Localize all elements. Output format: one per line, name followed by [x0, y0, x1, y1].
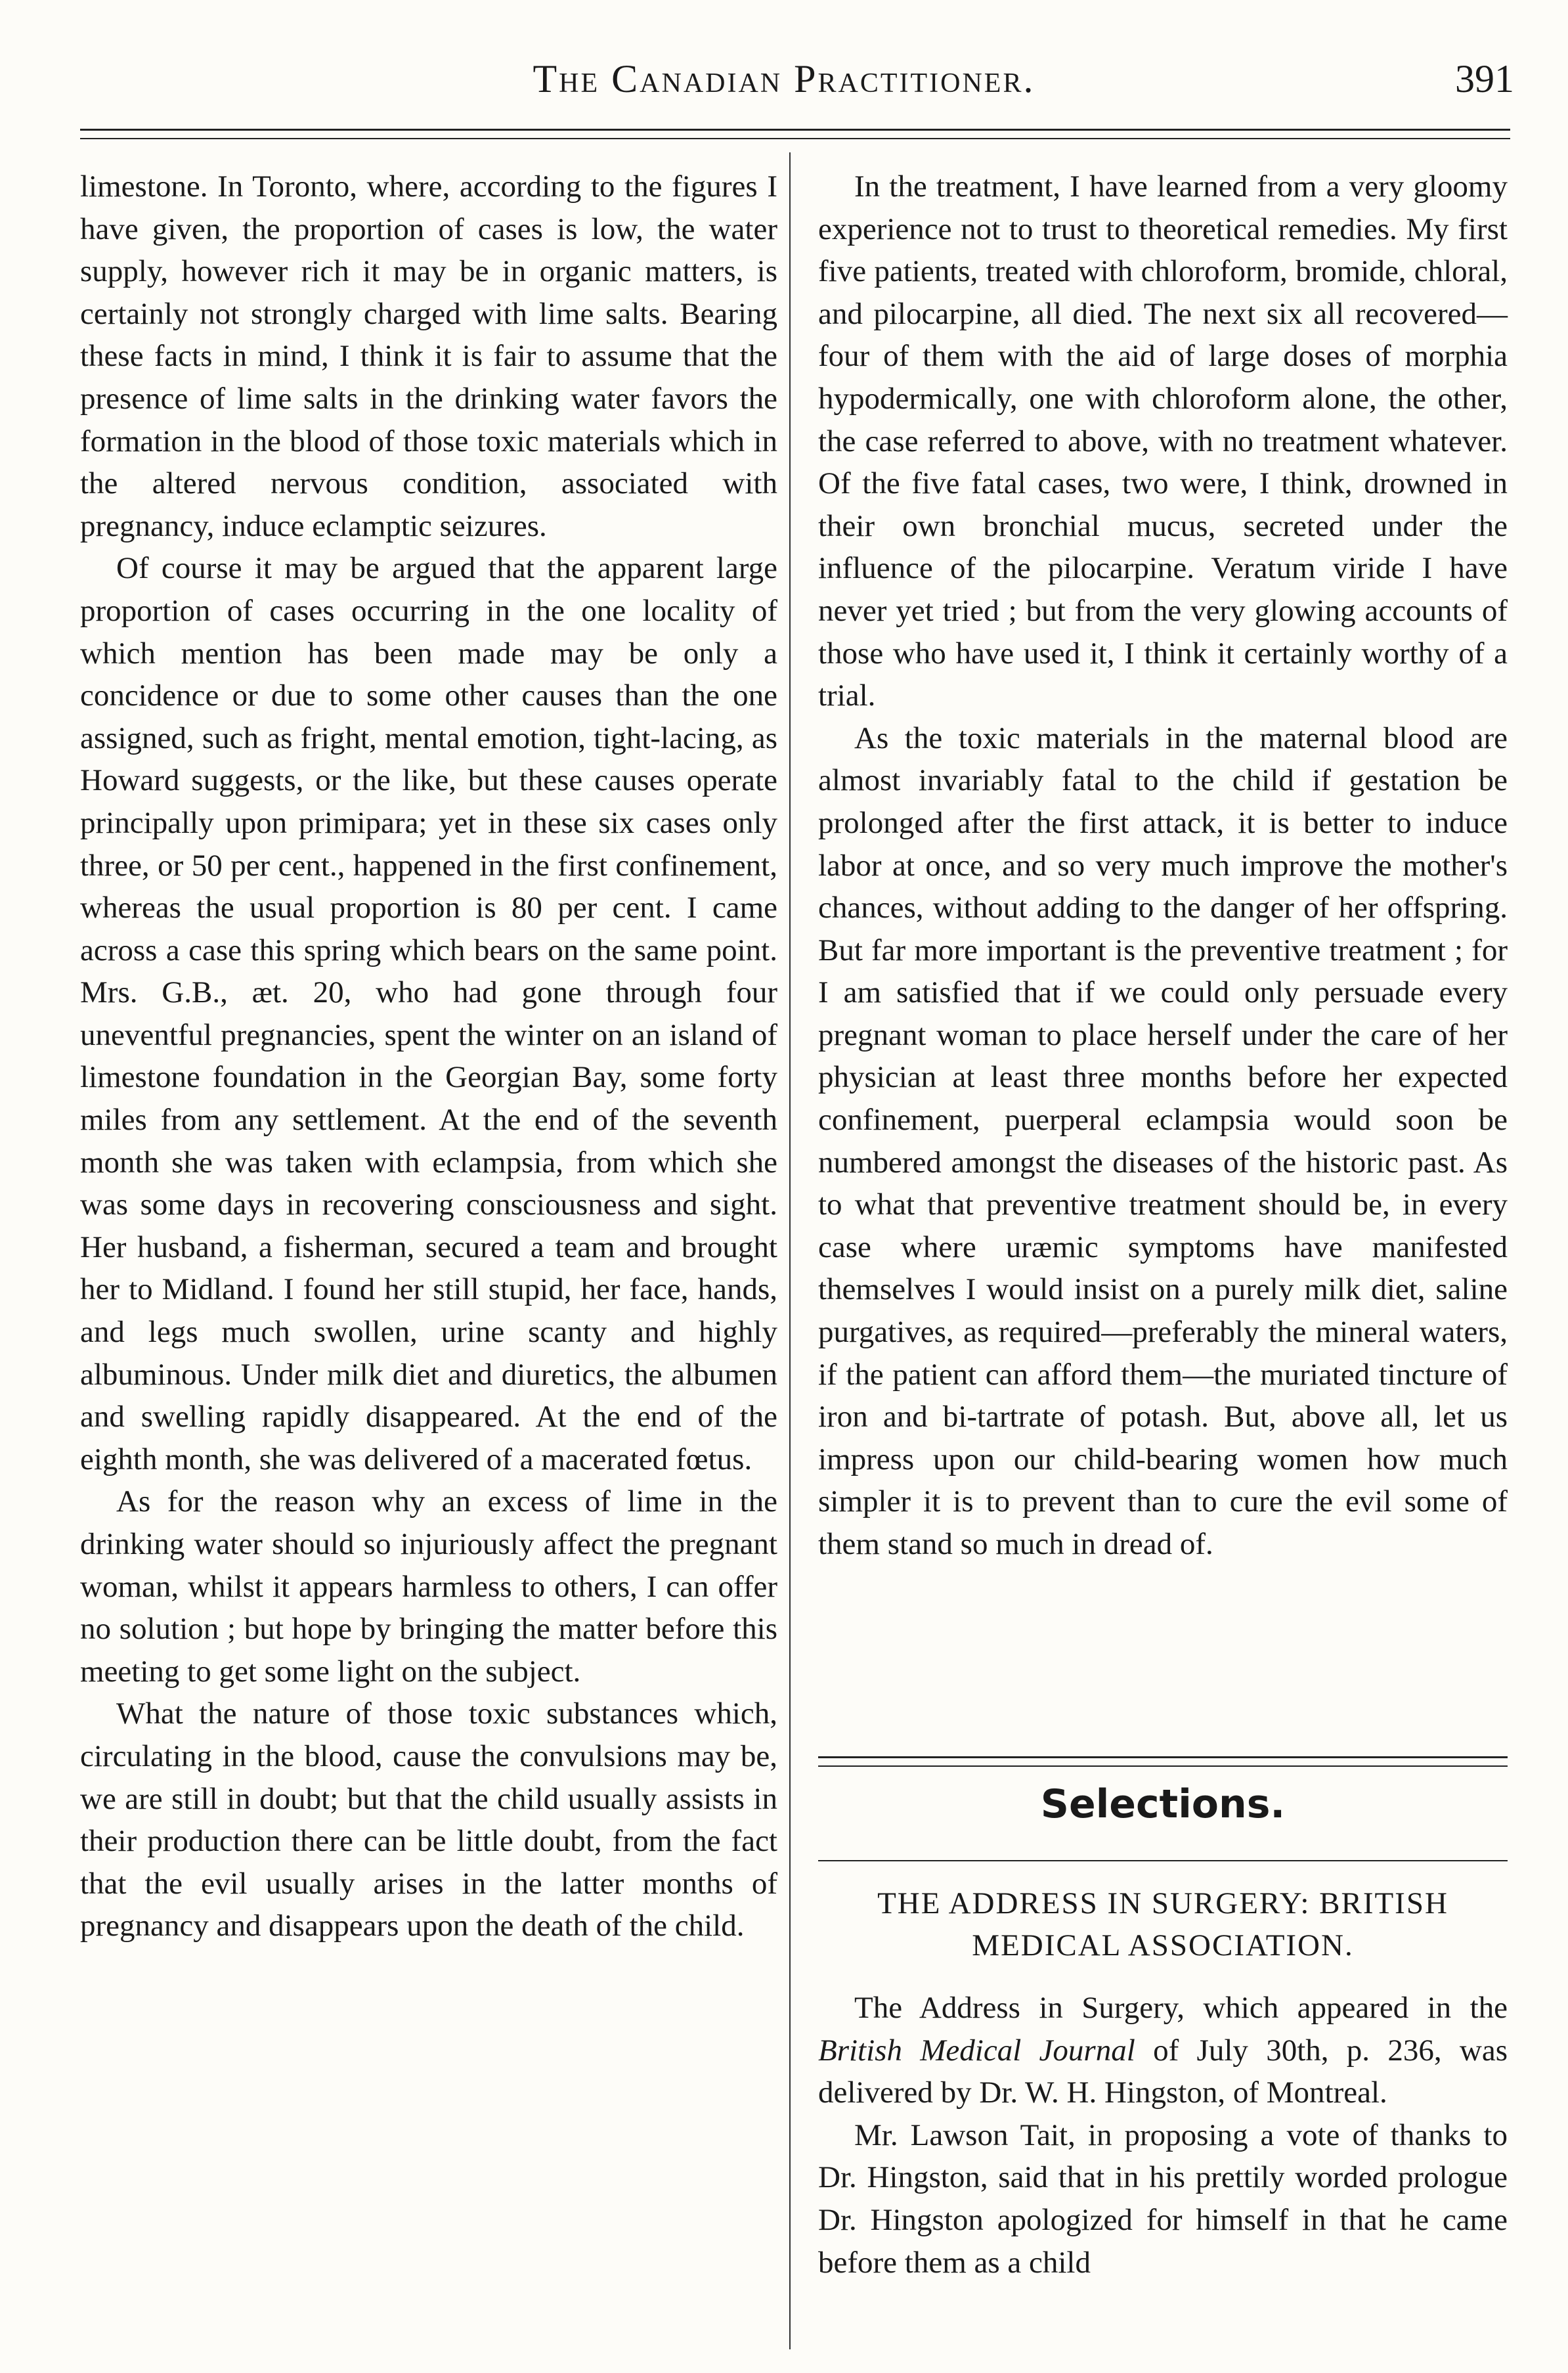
paragraph: Of course it may be argued that the apparent large proportion of cases occurring in the one locality of which mention has been made may be only a concidence or due to some other causes than the one assigned, such as fright, mental emotion, tight-lacing, as Howard suggests, or the like, but these causes operate principally upon primipara; yet in these six cases only three, or 50 per cent., happened in the first confinement, whereas the usual proportion is 80 per cent. I came across a case this spring which bears on the same point. Mrs. G.B., æt. 20, who had gone through four uneventful pregnancies, spent the winter on an island of limestone foundation in the Georgian Bay, some forty miles from any settlement. At the end of the seventh month she was taken with eclampsia, from which she was some days in recovering consciousness and sight. Her husband, a fisherman, secured a team and brought her to Midland. I found her still stupid, her face, hands, and legs much swollen, urine scanty and highly albuminous. Under milk diet and diuretics, the albumen and swelling rapidly disappeared. At the end of the eighth month, she was delivered of a macerated fœtus. [80, 551, 777, 1476]
right-column-selections [818, 1987, 1508, 2284]
section-heading: Selections. [1040, 1781, 1286, 1827]
column-divider [789, 152, 791, 2349]
journal-title: British Medical Journal [818, 2033, 1135, 2068]
article-title: THE ADDRESS IN SURGERY: BRITISH MEDICAL ASSOCIATION. [877, 1886, 1448, 1963]
header-rule-top [80, 129, 1510, 131]
paragraph [818, 1987, 1508, 2114]
paragraph: limestone. In Toronto, where, according to the figures I have given, the proportion of cases is low, the water supply, however rich it may be in organic matters, is certainly not strongly charged with lime salts. Bearing these facts in mind, I think it is fair to assume that the presence of lime salts in the drinking water favors the formation in the blood of those toxic materials which in the altered nervous condition, associated with pregnancy, induce eclamptic seizures. [80, 169, 777, 543]
paragraph: What the nature of those toxic substances which, circulating in the blood, cause the convulsions may be, we are still in doubt; but that the child usually assists in their production there can be little doubt, from the fact that the evil usually arises in the latter months of pregnancy and disappears upon the death of the child. [80, 1697, 777, 1943]
paragraph: In the treatment, I have learned from a very gloomy experience not to trust to theoretical remedies. My first five patients, treated with chloroform, bromide, chloral, and pilocarpine, all died. The next six all recovered—four of them with the aid of large doses of morphia hypodermically, one with chloroform alone, the other, the case referred to above, with no treatment whatever. Of the five fatal cases, two were, I think, drowned in their own bronchial mucus, secreted under the influence of the pilocarpine. Veratum viride I have never yet tried ; but from the very glowing accounts of those who have used it, I think it certainly worthy of a trial. [818, 169, 1508, 713]
paragraph: As for the reason why an excess of lime in the drinking water should so injuriously affect the pregnant woman, whilst it appears harmless to others, I can offer no solution ; but hope by bringing the matter before this meeting to get some light on the subject. [80, 1484, 777, 1689]
running-head [0, 56, 1568, 116]
section-rule-top-thin [818, 1765, 1508, 1767]
left-column [80, 166, 777, 1947]
section-rule-top [818, 1756, 1508, 1758]
text: The Address in Surgery, which appeared in the [854, 1991, 1508, 2025]
header-rule-bottom [80, 138, 1510, 139]
running-title: The Canadian Practitioner. [533, 57, 1035, 100]
paragraph: Mr. Lawson Tait, in proposing a vote of thanks to Dr. Hingston, said that in his prettily worded prologue Dr. Hingston apologized for himself in that he came before them as a child [818, 2118, 1508, 2280]
page-number: 391 [1455, 57, 1514, 100]
paragraph: As the toxic materials in the maternal blood are almost invariably fatal to the child if gestation be prolonged after the first attack, it is better to induce labor at once, and so very much improve the mother's chances, without adding to the danger of her offspring. But far more important is the preventive treatment ; for I am satisfied that if we could only persuade every pregnant woman to place herself under the care of her physician at least three months before her expected confinement, puerperal eclampsia would soon be numbered amongst the diseases of the historic past. As to what that preventive treatment should be, in every case where uræmic symptoms have manifested themselves I would insist on a purely milk diet, saline purgatives, as required—preferably the mineral waters, if the patient can afford them—the muriated tincture of iron and bi-tartrate of potash. But, above all, let us impress upon our child-bearing women how much simpler it is to prevent than to cure the evil some of them stand so much in dread of. [818, 721, 1508, 1561]
section-rule-bottom [818, 1860, 1508, 1861]
text: of July 30th, p. 236, was delivered by Dr. W. H. Hingston, of Montreal. [818, 2033, 1508, 2110]
right-column-article [818, 166, 1508, 1566]
